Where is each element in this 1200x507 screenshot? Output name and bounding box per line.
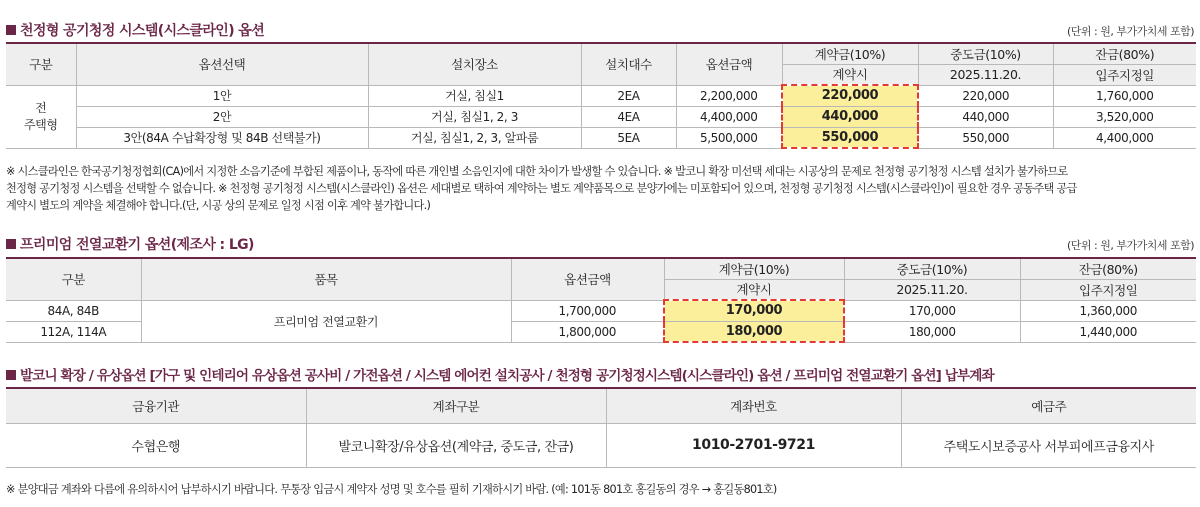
amount-cell: 4,400,000: [676, 106, 782, 127]
note-line: 계약시 별도의 계약을 체결해야 합니다.(단, 시공 상의 문제로 일정 시점 이후 계약 불가합니다.): [6, 199, 431, 212]
type-cell: 112A, 114A: [6, 321, 141, 342]
payment-account-table: [6, 387, 1196, 468]
location-cell: 거실, 침실1: [368, 85, 581, 106]
amount-cell: 5,500,000: [676, 127, 782, 148]
deposit-cell: 180,000: [664, 321, 844, 342]
ceiling-air-purifier-table: [6, 42, 1196, 149]
deposit-cell: 550,000: [782, 127, 918, 148]
header-balance: 잔금(80%): [1020, 258, 1196, 279]
header-deposit: 계약금(10%): [782, 43, 918, 64]
section3-header: [6, 364, 1194, 386]
header-middle: 중도금(10%): [918, 43, 1053, 64]
table-row: [6, 106, 1196, 127]
note-line: ※ 시스클라인은 한국공기청정협회(CA)에서 지정한 소음기준에 부합된 제품이나, 동작에 따른 개인별 소음인지에 대한 차이가 발생할 수 있습니다. ※ 발코니 확장 미선택 세대는 시공상의 문제로 천정형 공기청정 시스템 설치가 불가하므로: [6, 165, 1068, 178]
location-cell: 거실, 침실1, 2, 3, 알파룸: [368, 127, 581, 148]
account-type-cell: 발코니확장/유상옵션(계약금, 중도금, 잔금): [306, 423, 606, 467]
note-line: 천정형 공기청정 시스템을 선택할 수 없습니다. ※ 천정형 공기청정 시스템(시스클라인) 옵션은 세대별로 택하여 계약하는 별도 계약품목으로 분양가에는 미포함되어 있으며, 천정형 공기청정 시스템(시스클라인)이 필요한 경우 공동주택 공급: [6, 182, 1077, 195]
count-cell: 2EA: [581, 85, 676, 106]
square-bullet-icon: [6, 239, 16, 249]
middle-cell: 170,000: [844, 300, 1020, 321]
header-balance-sub: 입주지정일: [1020, 279, 1196, 300]
group-label-line1: 전: [35, 100, 47, 115]
section2-title-text: 프리미엄 전열교환기 옵션(제조사 : LG): [20, 237, 254, 253]
section1-unit: (단위 : 원, 부가가치세 포함): [1066, 25, 1194, 38]
middle-cell: 440,000: [918, 106, 1053, 127]
count-cell: 4EA: [581, 106, 676, 127]
section2-unit: (단위 : 원, 부가가치세 포함): [1066, 239, 1194, 252]
section1-title: [6, 20, 264, 40]
group-label: [6, 85, 76, 148]
square-bullet-icon: [6, 25, 16, 35]
header-item: 품목: [141, 258, 511, 300]
section1-title-text: 천정형 공기청정 시스템(시스클라인) 옵션: [20, 23, 265, 39]
location-cell: 거실, 침실1, 2, 3: [368, 106, 581, 127]
deposit-cell: 220,000: [782, 85, 918, 106]
deposit-cell: 170,000: [664, 300, 844, 321]
header-option-select: 옵션선택: [76, 43, 368, 85]
header-category: 구분: [6, 43, 76, 85]
holder-cell: 주택도시보증공사 서부피에프금융지사: [901, 423, 1196, 467]
table-row: [6, 300, 1196, 321]
header-account-no: 계좌번호: [606, 388, 901, 423]
option-cell: 3안(84A 수납확장형 및 84B 선택불가): [76, 127, 368, 148]
section3-title-text: 발코니 확장 / 유상옵션 [가구 및 인테리어 유상옵션 공사비 / 가전옵션 / 시스템 에어컨 설치공사 / 천정형 공기청정시스템(시스클라인) 옵션 / 프리미엄 전열교환기 옵션] 납부계좌: [20, 368, 994, 384]
section3-note: ※ 분양대금 계좌와 다름에 유의하시어 납부하시기 바랍니다. 무통장 입금시 계약자 성명 및 호수를 필히 기재하시기 바람. (예: 101동 801호 홍길동의 경우 → 홍길동801호): [6, 483, 777, 496]
section1-header: [6, 20, 1194, 42]
header-deposit: 계약금(10%): [664, 258, 844, 279]
header-deposit-sub: 계약시: [664, 279, 844, 300]
header-holder: 예금주: [901, 388, 1196, 423]
balance-cell: 1,760,000: [1053, 85, 1196, 106]
amount-cell: 2,200,000: [676, 85, 782, 106]
balance-cell: 4,400,000: [1053, 127, 1196, 148]
table-row: [6, 127, 1196, 148]
square-bullet-icon: [6, 370, 16, 380]
header-balance: 잔금(80%): [1053, 43, 1196, 64]
header-bank: 금융기관: [6, 388, 306, 423]
middle-cell: 180,000: [844, 321, 1020, 342]
option-cell: 1안: [76, 85, 368, 106]
section2-header: [6, 234, 1194, 256]
option-cell: 2안: [76, 106, 368, 127]
header-account-type: 계좌구분: [306, 388, 606, 423]
bank-cell: 수협은행: [6, 423, 306, 467]
section1-notes: [6, 163, 1196, 214]
amount-cell: 1,800,000: [511, 321, 664, 342]
header-balance-sub: 입주지정일: [1053, 64, 1196, 85]
header-deposit-sub: 계약시: [782, 64, 918, 85]
group-label-line2: 주택형: [23, 117, 58, 132]
header-middle: 중도금(10%): [844, 258, 1020, 279]
header-middle-sub: 2025.11.20.: [844, 279, 1020, 300]
header-location: 설치장소: [368, 43, 581, 85]
amount-cell: 1,700,000: [511, 300, 664, 321]
middle-cell: 550,000: [918, 127, 1053, 148]
header-count: 설치대수: [581, 43, 676, 85]
balance-cell: 3,520,000: [1053, 106, 1196, 127]
middle-cell: 220,000: [918, 85, 1053, 106]
type-cell: 84A, 84B: [6, 300, 141, 321]
header-middle-sub: 2025.11.20.: [918, 64, 1053, 85]
header-category: 구분: [6, 258, 141, 300]
header-amount: 옵션금액: [511, 258, 664, 300]
table-row: [6, 423, 1196, 467]
heat-exchanger-table: [6, 257, 1196, 343]
section3-title: [6, 364, 994, 384]
account-number-cell: 1010-2701-9721: [606, 423, 901, 467]
deposit-cell: 440,000: [782, 106, 918, 127]
section2-title: [6, 234, 254, 254]
count-cell: 5EA: [581, 127, 676, 148]
item-cell: 프리미엄 전열교환기: [141, 300, 511, 342]
balance-cell: 1,440,000: [1020, 321, 1196, 342]
table-row: [6, 85, 1196, 106]
balance-cell: 1,360,000: [1020, 300, 1196, 321]
header-amount: 옵션금액: [676, 43, 782, 85]
